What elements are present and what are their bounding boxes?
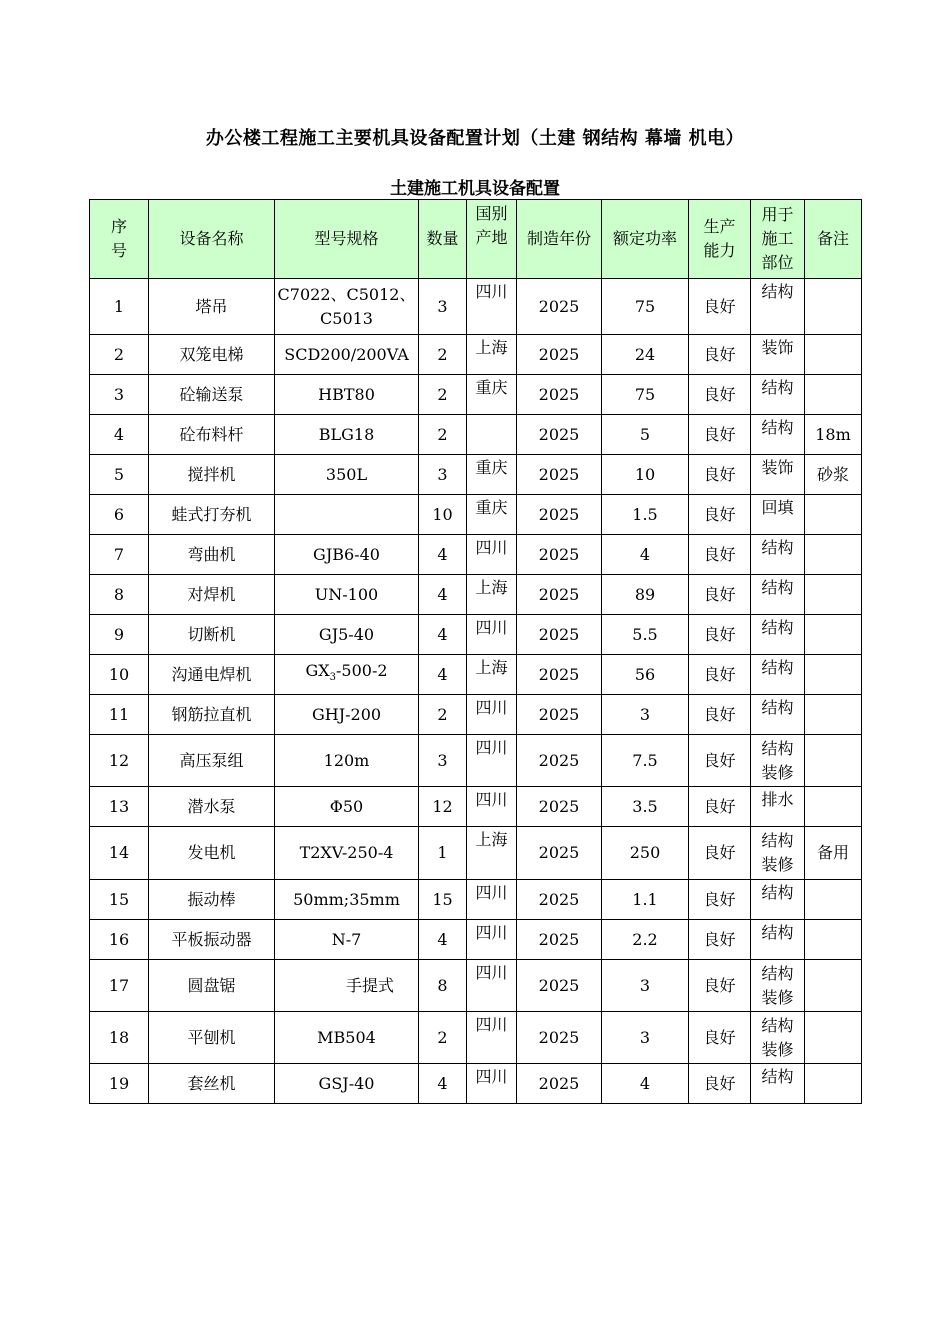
cell-name: 切断机 [149,615,275,655]
cell-usage: 结构 [751,415,805,455]
cell-note [805,535,862,575]
table-title: 土建施工机具设备配置 [390,179,560,199]
cell-usage: 结构 [751,880,805,920]
cell-origin: 上海 [467,827,517,880]
cell-power: 2.2 [602,920,689,960]
equipment-table [89,199,862,1104]
cell-capacity: 良好 [689,920,751,960]
cell-model [275,655,419,695]
cell-capacity: 良好 [689,575,751,615]
cell-power: 5 [602,415,689,455]
cell-usage: 结构 [751,615,805,655]
cell-year: 2025 [517,495,602,535]
cell-qty: 2 [419,695,467,735]
cell-year: 2025 [517,787,602,827]
table-row [90,1012,862,1064]
cell-usage: 结构 [751,920,805,960]
cell-note: 18m [805,415,862,455]
cell-model: N-7 [275,920,419,960]
cell-year: 2025 [517,415,602,455]
cell-year: 2025 [517,615,602,655]
cell-usage: 结构 [751,655,805,695]
table-row [90,495,862,535]
cell-power: 4 [602,535,689,575]
cell-seq: 1 [90,279,149,335]
cell-name: 砼布料杆 [149,415,275,455]
cell-note: 砂浆 [805,455,862,495]
cell-year: 2025 [517,655,602,695]
cell-note [805,375,862,415]
cell-origin: 四川 [467,535,517,575]
cell-note [805,279,862,335]
cell-year: 2025 [517,1012,602,1064]
table-row [90,1064,862,1104]
cell-origin: 上海 [467,335,517,375]
cell-capacity: 良好 [689,655,751,695]
cell-name: 平板振动器 [149,920,275,960]
cell-name: 平刨机 [149,1012,275,1064]
header-note: 备注 [805,200,862,279]
cell-note [805,615,862,655]
cell-usage: 结构 [751,375,805,415]
cell-qty: 10 [419,495,467,535]
cell-usage: 排水 [751,787,805,827]
cell-capacity: 良好 [689,827,751,880]
cell-origin: 四川 [467,1012,517,1064]
table-row [90,735,862,787]
cell-year: 2025 [517,695,602,735]
cell-qty: 4 [419,615,467,655]
header-power: 额定功率 [602,200,689,279]
table-row [90,575,862,615]
table-row [90,787,862,827]
table-row [90,455,862,495]
cell-qty: 3 [419,279,467,335]
cell-origin: 四川 [467,615,517,655]
document-title: 办公楼工程施工主要机具设备配置计划（土建 钢结构 幕墙 机电） [205,128,745,149]
cell-note [805,735,862,787]
cell-origin: 四川 [467,1064,517,1104]
cell-power: 24 [602,335,689,375]
cell-qty: 1 [419,827,467,880]
table-row [90,535,862,575]
cell-qty: 15 [419,880,467,920]
cell-origin: 四川 [467,279,517,335]
cell-origin: 上海 [467,655,517,695]
cell-note [805,695,862,735]
cell-year: 2025 [517,279,602,335]
cell-seq: 11 [90,695,149,735]
cell-year: 2025 [517,335,602,375]
cell-seq: 19 [90,1064,149,1104]
table-row [90,827,862,880]
cell-usage: 结构 [751,535,805,575]
cell-usage: 结构 装修 [751,1012,805,1064]
cell-model: GHJ-200 [275,695,419,735]
cell-name: 蛙式打夯机 [149,495,275,535]
cell-power: 75 [602,279,689,335]
cell-qty: 4 [419,920,467,960]
cell-power: 3 [602,960,689,1012]
table-row [90,615,862,655]
model-suffix: -500-2 [336,660,388,680]
cell-name: 砼输送泵 [149,375,275,415]
cell-note [805,1012,862,1064]
cell-seq: 7 [90,535,149,575]
cell-model: T2XV-250-4 [275,827,419,880]
cell-power: 3 [602,695,689,735]
cell-model [275,495,419,535]
header-usage: 用于 施工 部位 [751,200,805,279]
cell-name: 潜水泵 [149,787,275,827]
cell-power: 4 [602,1064,689,1104]
cell-qty: 2 [419,335,467,375]
cell-note [805,335,862,375]
cell-name: 圆盘锯 [149,960,275,1012]
cell-usage: 装饰 [751,335,805,375]
cell-model: HBT80 [275,375,419,415]
cell-power: 10 [602,455,689,495]
table-row [90,920,862,960]
table-row [90,960,862,1012]
cell-origin: 重庆 [467,495,517,535]
cell-qty: 4 [419,655,467,695]
cell-power: 5.5 [602,615,689,655]
cell-usage: 回填 [751,495,805,535]
cell-year: 2025 [517,1064,602,1104]
cell-power: 89 [602,575,689,615]
cell-qty: 8 [419,960,467,1012]
cell-note [805,495,862,535]
cell-seq: 6 [90,495,149,535]
cell-note: 备用 [805,827,862,880]
cell-note [805,960,862,1012]
cell-year: 2025 [517,535,602,575]
table-row [90,279,862,335]
cell-usage: 结构 装修 [751,827,805,880]
cell-model: MB504 [275,1012,419,1064]
cell-capacity: 良好 [689,535,751,575]
cell-capacity: 良好 [689,787,751,827]
cell-model: 120m [275,735,419,787]
cell-seq: 5 [90,455,149,495]
table-row [90,880,862,920]
cell-usage: 结构 [751,1064,805,1104]
cell-seq: 9 [90,615,149,655]
cell-name: 钢筋拉直机 [149,695,275,735]
cell-year: 2025 [517,575,602,615]
cell-qty: 3 [419,455,467,495]
cell-seq: 17 [90,960,149,1012]
cell-year: 2025 [517,827,602,880]
cell-qty: 2 [419,1012,467,1064]
cell-capacity: 良好 [689,695,751,735]
cell-year: 2025 [517,375,602,415]
cell-power: 3.5 [602,787,689,827]
header-seq: 序 号 [90,200,149,279]
table-row [90,415,862,455]
cell-capacity: 良好 [689,1064,751,1104]
cell-qty: 4 [419,1064,467,1104]
cell-name: 套丝机 [149,1064,275,1104]
header-name: 设备名称 [149,200,275,279]
cell-capacity: 良好 [689,415,751,455]
table-row [90,335,862,375]
cell-usage: 装饰 [751,455,805,495]
cell-note [805,920,862,960]
cell-model: UN-100 [275,575,419,615]
cell-origin: 上海 [467,575,517,615]
cell-power: 7.5 [602,735,689,787]
cell-year: 2025 [517,960,602,1012]
cell-model: GJB6-40 [275,535,419,575]
header-model: 型号规格 [275,200,419,279]
cell-name: 高压泵组 [149,735,275,787]
cell-year: 2025 [517,920,602,960]
cell-qty: 2 [419,415,467,455]
cell-qty: 12 [419,787,467,827]
cell-seq: 18 [90,1012,149,1064]
cell-qty: 4 [419,575,467,615]
cell-name: 振动棒 [149,880,275,920]
cell-note [805,655,862,695]
cell-capacity: 良好 [689,279,751,335]
cell-note [805,1064,862,1104]
cell-name: 对焊机 [149,575,275,615]
cell-name: 弯曲机 [149,535,275,575]
header-capacity: 生产 能力 [689,200,751,279]
cell-seq: 15 [90,880,149,920]
table-row [90,695,862,735]
cell-origin [467,415,517,455]
cell-seq: 8 [90,575,149,615]
cell-capacity: 良好 [689,880,751,920]
cell-model: SCD200/200VA [275,335,419,375]
cell-seq: 4 [90,415,149,455]
header-qty: 数量 [419,200,467,279]
cell-capacity: 良好 [689,375,751,415]
model-subscript: 3 [329,672,336,684]
cell-origin: 四川 [467,735,517,787]
cell-name: 双笼电梯 [149,335,275,375]
cell-usage: 结构 [751,279,805,335]
cell-seq: 3 [90,375,149,415]
cell-name: 搅拌机 [149,455,275,495]
header-row [90,200,862,279]
cell-seq: 2 [90,335,149,375]
cell-capacity: 良好 [689,615,751,655]
header-year: 制造年份 [517,200,602,279]
cell-capacity: 良好 [689,335,751,375]
cell-origin: 四川 [467,787,517,827]
cell-capacity: 良好 [689,735,751,787]
cell-seq: 16 [90,920,149,960]
cell-qty: 2 [419,375,467,415]
cell-name: 沟通电焊机 [149,655,275,695]
cell-note [805,787,862,827]
cell-power: 3 [602,1012,689,1064]
cell-origin: 四川 [467,960,517,1012]
cell-note [805,575,862,615]
cell-qty: 3 [419,735,467,787]
cell-usage: 结构 [751,575,805,615]
cell-capacity: 良好 [689,960,751,1012]
cell-model: GSJ-40 [275,1064,419,1104]
cell-seq: 12 [90,735,149,787]
cell-year: 2025 [517,735,602,787]
cell-model: 350L [275,455,419,495]
cell-origin: 重庆 [467,375,517,415]
cell-model: 手提式 [275,960,419,1012]
cell-origin: 四川 [467,695,517,735]
table-row [90,655,862,695]
cell-capacity: 良好 [689,495,751,535]
cell-model: Φ50 [275,787,419,827]
header-origin: 国别 产地 [467,200,517,279]
table-row [90,375,862,415]
model-prefix: GX [305,660,330,680]
cell-seq: 13 [90,787,149,827]
cell-seq: 10 [90,655,149,695]
cell-year: 2025 [517,880,602,920]
cell-usage: 结构 装修 [751,735,805,787]
cell-usage: 结构 [751,695,805,735]
cell-note [805,880,862,920]
cell-model: 50mm;35mm [275,880,419,920]
cell-power: 250 [602,827,689,880]
cell-capacity: 良好 [689,455,751,495]
cell-usage: 结构 装修 [751,960,805,1012]
cell-capacity: 良好 [689,1012,751,1064]
cell-qty: 4 [419,535,467,575]
cell-model: C7022、C5012、 C5013 [275,279,419,335]
cell-origin: 四川 [467,880,517,920]
cell-power: 56 [602,655,689,695]
cell-origin: 重庆 [467,455,517,495]
cell-power: 75 [602,375,689,415]
cell-power: 1.5 [602,495,689,535]
cell-name: 塔吊 [149,279,275,335]
cell-model: BLG18 [275,415,419,455]
cell-seq: 14 [90,827,149,880]
cell-model: GJ5-40 [275,615,419,655]
cell-power: 1.1 [602,880,689,920]
cell-year: 2025 [517,455,602,495]
cell-name: 发电机 [149,827,275,880]
cell-origin: 四川 [467,920,517,960]
